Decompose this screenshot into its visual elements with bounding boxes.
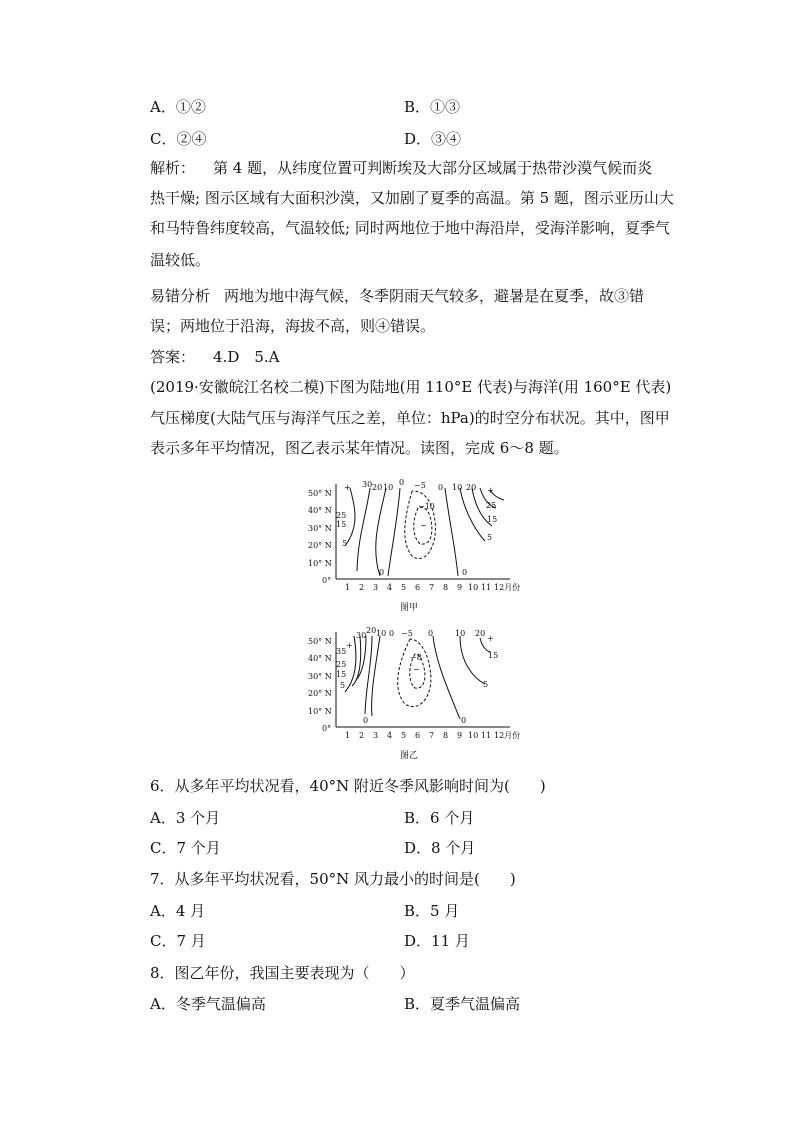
figure-a-label-0: + bbox=[344, 483, 351, 492]
figure-b-xtick-3: 3 bbox=[373, 731, 379, 740]
figure-a-label-2: 20 bbox=[372, 483, 383, 492]
figure-b-xtick-9: 9 bbox=[457, 731, 463, 740]
figure-a-xtick-9: 9 bbox=[457, 583, 463, 592]
q5-option-b[interactable]: B．①③ bbox=[404, 98, 461, 116]
figure-b-label-0: 20 bbox=[366, 626, 377, 635]
figure-b-xtick-8: 8 bbox=[443, 731, 449, 740]
figure-a-xtick-4: 4 bbox=[387, 583, 393, 592]
q6-option-c[interactable]: C．7 个月 bbox=[150, 839, 221, 857]
figure-a-label-19: 0 bbox=[462, 568, 468, 577]
figure-a-label-4: 0 bbox=[399, 478, 405, 487]
figure-b-contour-chart bbox=[300, 624, 530, 766]
figure-b-label-13: 5 bbox=[340, 681, 346, 690]
figure-a-label-11: 25 bbox=[486, 501, 497, 510]
analysis-line-4: 温较低。 bbox=[150, 251, 211, 269]
figure-b-label-1: 30 bbox=[356, 631, 367, 640]
figure-b-label-12: 15 bbox=[336, 670, 347, 679]
figure-a-caption: 图甲 bbox=[400, 603, 419, 613]
figure-a-xtick-2: 2 bbox=[359, 583, 365, 592]
figure-a-xtick-12: 12月份 bbox=[494, 583, 521, 592]
q5-option-a[interactable]: A．①② bbox=[150, 98, 206, 116]
q6-option-a[interactable]: A．3 个月 bbox=[150, 809, 221, 827]
figure-a-ytick-40: 40° N bbox=[308, 506, 332, 515]
q5-option-d[interactable]: D．③④ bbox=[404, 130, 462, 148]
figure-b-label-14: −8 bbox=[410, 653, 422, 662]
figure-b-ytick-10: 10° N bbox=[308, 707, 332, 716]
intro-line-1: (2019·安徽皖江名校二模)下图为陆地(用 110°E 代表)与海洋(用 160°E 代表) bbox=[150, 378, 672, 396]
error-analysis-line-1: 易错分析 两地为地中海气候，冬季阴雨天气较多，避暑是在夏季，故③错 bbox=[150, 287, 645, 305]
figure-b-ytick-50: 50° N bbox=[308, 637, 332, 646]
figure-b-xtick-10: 10 bbox=[468, 731, 479, 740]
analysis-line-2: 热干燥; 图示区域有大面积沙漠，又加剧了夏季的高温。第 5 题，图示亚历山大 bbox=[150, 189, 674, 207]
figure-a-ytick-0: 0° bbox=[322, 576, 332, 585]
figure-a-label-13: 15 bbox=[487, 515, 498, 524]
analysis-label: 解析： bbox=[150, 159, 196, 177]
figure-a-ytick-10: 10° N bbox=[308, 559, 332, 568]
figure-a-label-14: 5 bbox=[342, 539, 348, 548]
q8-option-b[interactable]: B．夏季气温偏高 bbox=[404, 995, 521, 1013]
figure-b-label-11: 25 bbox=[336, 660, 347, 669]
figure-b-xtick-12: 12月份 bbox=[494, 731, 521, 740]
figure-a-label-5: −5 bbox=[414, 481, 426, 490]
figure-b-caption: 图乙 bbox=[400, 751, 419, 761]
q6-stem: 6．从多年平均状况看，40°N 附近冬季风影响时间为( ) bbox=[150, 777, 546, 795]
figure-a-label-18: 0 bbox=[379, 568, 385, 577]
figure-a-ytick-30: 30° N bbox=[308, 524, 332, 533]
figure-a-label-12: 15 bbox=[336, 520, 347, 529]
figure-a-label-17: 5 bbox=[487, 533, 493, 542]
figure-a-xtick-11: 11 bbox=[481, 583, 492, 592]
error-analysis-line-2: 误；两地位于沿海，海拔不高，则④错误。 bbox=[150, 317, 436, 335]
figure-a-label-8: 20 bbox=[466, 483, 477, 492]
figure-b-label-4: −5 bbox=[401, 629, 413, 638]
figure-b-label-10: 35 bbox=[336, 647, 347, 656]
figure-a-xtick-10: 10 bbox=[468, 583, 479, 592]
analysis-line-3: 和马特鲁纬度较高，气温较低; 同时两地位于地中海沿岸，受海洋影响，夏季气 bbox=[150, 219, 670, 237]
figure-b-xtick-6: 6 bbox=[415, 731, 421, 740]
q6-option-b[interactable]: B．6 个月 bbox=[404, 809, 475, 827]
figure-b-xtick-5: 5 bbox=[401, 731, 407, 740]
q6-option-d[interactable]: D．8 个月 bbox=[404, 839, 476, 857]
figure-a-label-6: 0 bbox=[438, 483, 444, 492]
figure-b-label-6: 10 bbox=[455, 629, 466, 638]
figure-a-xtick-8: 8 bbox=[443, 583, 449, 592]
figure-b-ytick-0: 0° bbox=[322, 724, 332, 733]
figure-b-xtick-1: 1 bbox=[345, 731, 351, 740]
figure-a-label-15: −10 bbox=[418, 502, 435, 511]
figure-a-label-9: + bbox=[487, 486, 494, 495]
figure-b-label-16: 15 bbox=[488, 651, 499, 660]
figure-a-ytick-50: 50° N bbox=[308, 489, 332, 498]
figure-a-label-10: 25 bbox=[336, 511, 347, 520]
error-analysis-label: 易错分析 bbox=[150, 287, 211, 305]
figure-a-contour-chart bbox=[300, 476, 530, 618]
q7-option-b[interactable]: B．5 月 bbox=[404, 902, 460, 920]
figure-b-xtick-7: 7 bbox=[429, 731, 435, 740]
figure-a-label-3: 10 bbox=[383, 483, 394, 492]
q8-option-a[interactable]: A．冬季气温偏高 bbox=[150, 995, 266, 1013]
intro-line-2: 气压梯度(大陆气压与海洋气压之差，单位：hPa)的时空分布状况。其中，图甲 bbox=[150, 409, 670, 427]
figure-a-label-1: 30 bbox=[362, 480, 373, 489]
figure-b-label-8: + bbox=[487, 634, 494, 643]
figure-b-label-17: 5 bbox=[483, 680, 489, 689]
figure-b-label-9: + bbox=[346, 641, 353, 650]
figure-b-label-19: 0 bbox=[461, 716, 467, 725]
figure-a-xtick-7: 7 bbox=[429, 583, 435, 592]
figure-b-label-7: 20 bbox=[475, 629, 486, 638]
figure-b-label-2: 10 bbox=[376, 629, 387, 638]
figure-b-label-15: − bbox=[413, 665, 420, 674]
figure-b-ytick-30: 30° N bbox=[308, 672, 332, 681]
figure-b-label-3: 0 bbox=[389, 629, 395, 638]
figure-a-label-16: − bbox=[420, 521, 427, 530]
q7-option-d[interactable]: D．11 月 bbox=[404, 932, 470, 950]
figure-a-label-7: 10 bbox=[452, 483, 463, 492]
figure-b-label-5: 0 bbox=[428, 629, 434, 638]
q7-option-a[interactable]: A．4 月 bbox=[150, 902, 206, 920]
figure-b-ytick-20: 20° N bbox=[308, 689, 332, 698]
figure-b-ytick-40: 40° N bbox=[308, 654, 332, 663]
figure-a-xtick-5: 5 bbox=[401, 583, 407, 592]
analysis-line-1: 解析： 第 4 题，从纬度位置可判断埃及大部分区域属于热带沙漠气候而炎 bbox=[150, 159, 653, 177]
figure-a-xtick-3: 3 bbox=[373, 583, 379, 592]
figure-b-label-18: 0 bbox=[363, 716, 369, 725]
q7-option-c[interactable]: C．7 月 bbox=[150, 932, 206, 950]
q8-stem: 8．图乙年份，我国主要表现为（ ） bbox=[150, 964, 415, 982]
figure-a-xtick-6: 6 bbox=[415, 583, 421, 592]
figure-b-xtick-4: 4 bbox=[387, 731, 393, 740]
figure-a-xtick-1: 1 bbox=[345, 583, 351, 592]
answer-value: 4.D 5.A bbox=[213, 348, 280, 366]
answer-label: 答案： bbox=[150, 348, 196, 366]
figure-b-xtick-11: 11 bbox=[481, 731, 492, 740]
figure-a-ytick-20: 20° N bbox=[308, 541, 332, 550]
answer-line bbox=[150, 347, 280, 367]
q7-stem: 7．从多年平均状况看，50°N 风力最小的时间是( ) bbox=[150, 870, 516, 888]
figure-b-xtick-2: 2 bbox=[359, 731, 365, 740]
q5-option-c[interactable]: C．②④ bbox=[150, 130, 207, 148]
intro-line-3: 表示多年平均情况，图乙表示某年情况。读图，完成 6～8 题。 bbox=[150, 439, 569, 457]
